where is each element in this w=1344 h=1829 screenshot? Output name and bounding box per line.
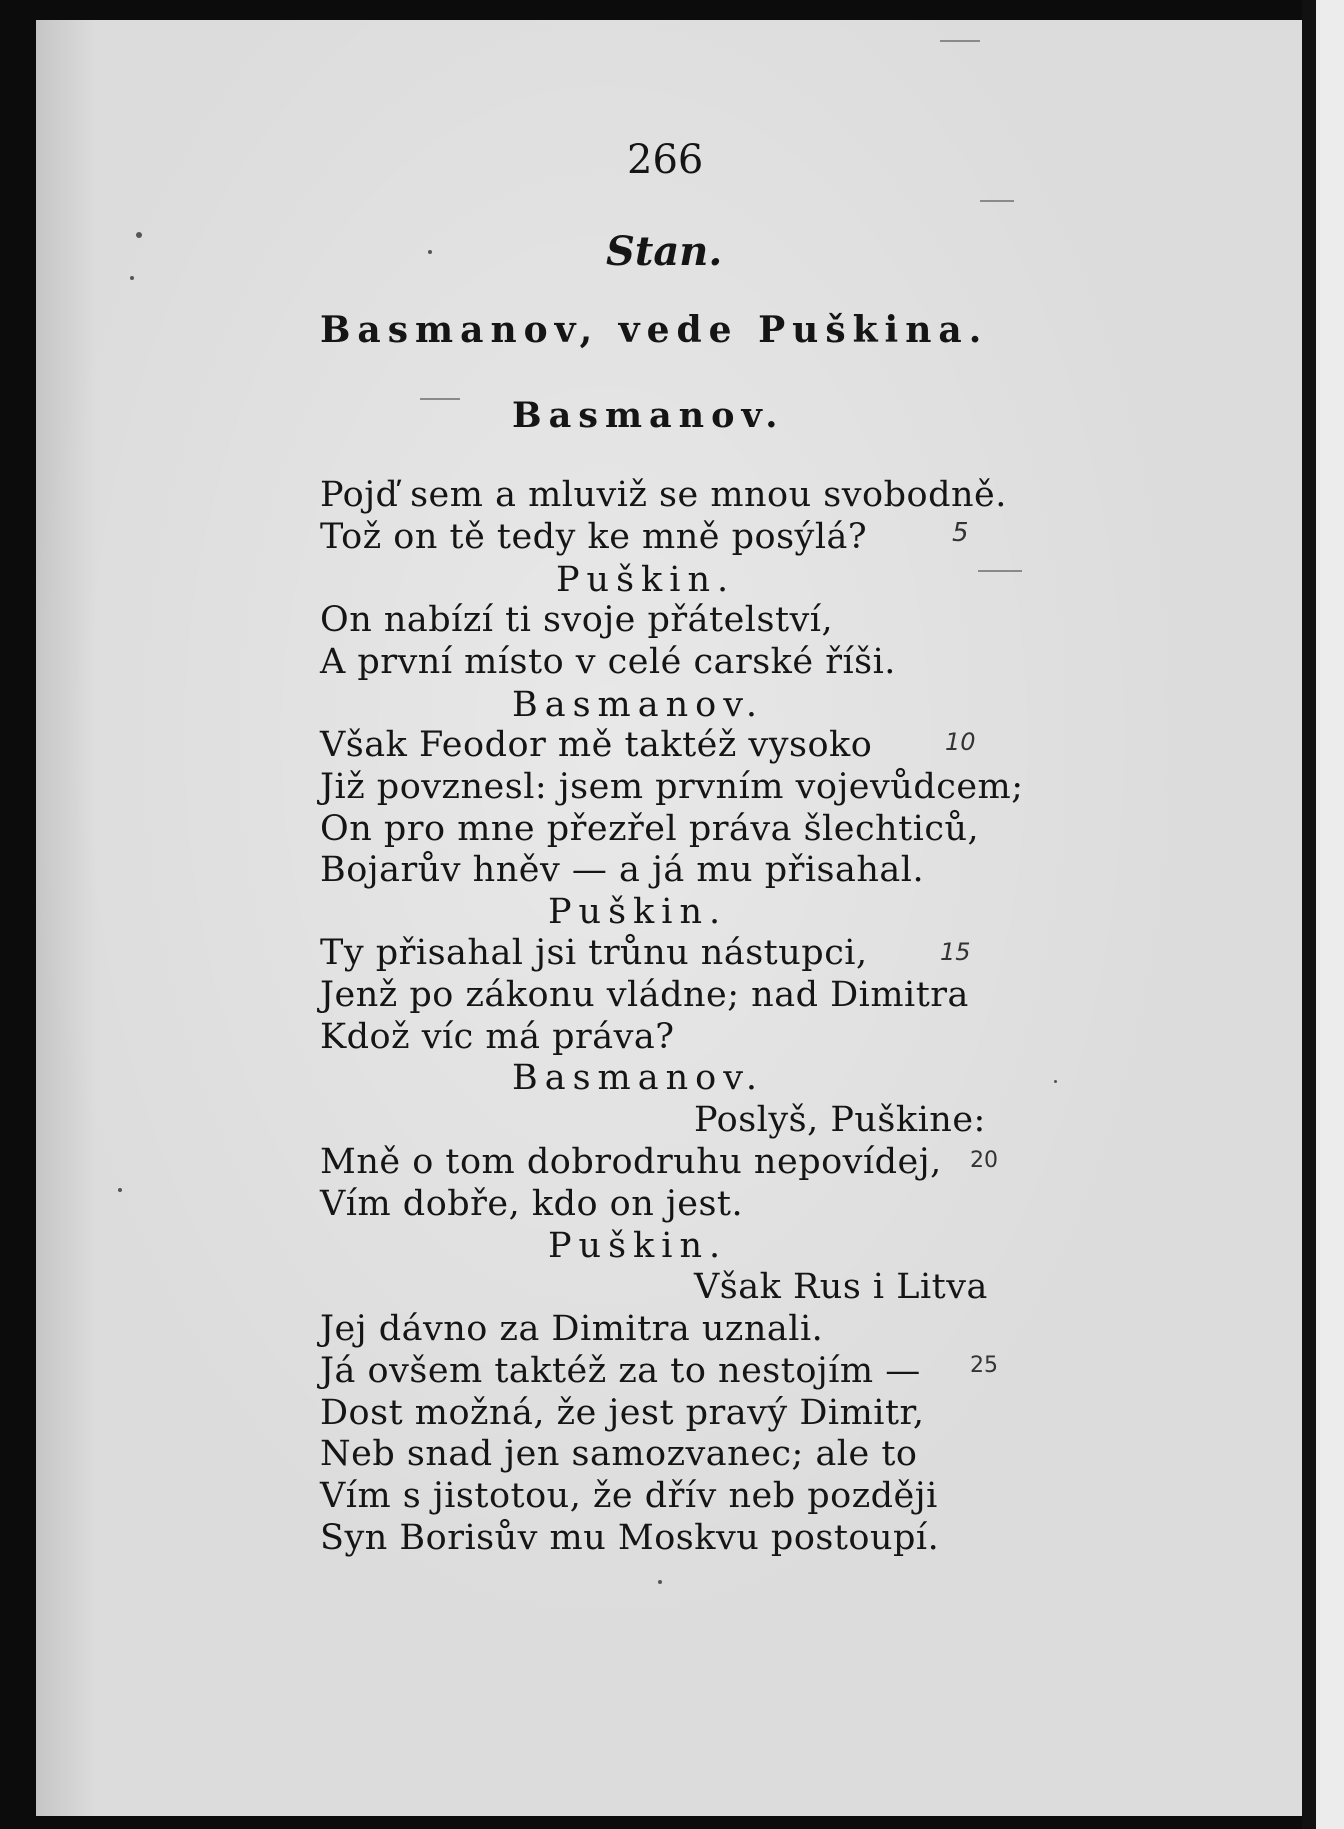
book-gutter-shadow: [1302, 0, 1316, 1829]
verse-line: Pojď sem a mluviž se mnou svobodně.: [320, 475, 1007, 515]
verse-line: Poslyš, Puškine:: [694, 1100, 986, 1140]
speaker-name: Basmanov.: [512, 685, 764, 725]
margin-line-count: 25: [970, 1353, 998, 1378]
scan-dash: [940, 40, 980, 42]
verse-line: Tož on tě tedy ke mně posýlá?: [320, 517, 868, 557]
verse-line: Neb snad jen samozvanec; ale to: [320, 1434, 918, 1474]
scan-dash: [420, 398, 460, 400]
scene-title: Stan.: [606, 228, 723, 275]
verse-line: On pro mne přezřel práva šlechticů,: [320, 809, 980, 849]
verse-line: On nabízí ti svoje přátelství,: [320, 600, 834, 640]
margin-line-count: 15: [940, 938, 971, 966]
speaker-name: Puškin.: [548, 1226, 728, 1266]
margin-line-count: 10: [945, 728, 976, 756]
margin-line-count: 5: [952, 518, 969, 548]
adjacent-page-edge: [1316, 0, 1344, 1829]
speaker-name: Basmanov.: [512, 1058, 764, 1098]
scan-speck: [136, 232, 142, 238]
stage-direction: Basmanov, vede Puškina.: [320, 309, 989, 351]
margin-line-count: 20: [970, 1148, 998, 1173]
scan-speck: [118, 1188, 122, 1192]
verse-line: A první místo v celé carské říši.: [320, 642, 896, 682]
verse-line: Syn Borisův mu Moskvu postoupí.: [320, 1518, 940, 1558]
verse-line: Bojarův hněv — a já mu přisahal.: [320, 850, 925, 890]
verse-line: Vím dobře, kdo on jest.: [320, 1184, 744, 1224]
verse-line: Jej dávno za Dimitra uznali.: [320, 1309, 824, 1349]
verse-line: Vím s jistotou, že dřív neb později: [320, 1476, 938, 1516]
verse-line: Kdož víc má práva?: [320, 1017, 675, 1057]
scan-dash: [978, 570, 1022, 572]
scan-speck: [1054, 1080, 1057, 1083]
speaker-name: Puškin.: [548, 892, 728, 932]
scan-speck: [130, 276, 134, 280]
verse-line: Však Rus i Litva: [694, 1267, 988, 1307]
speaker-name: Puškin.: [556, 560, 736, 600]
scan-speck: [428, 250, 432, 254]
verse-line: Jenž po zákonu vládne; nad Dimitra: [320, 975, 969, 1015]
verse-line: Já ovšem taktéž za to nestojím —: [320, 1351, 921, 1391]
verse-line: Mně o tom dobrodruhu nepovídej,: [320, 1142, 942, 1182]
scan-speck: [658, 1580, 662, 1584]
page-number: 266: [627, 137, 704, 183]
verse-line: Již povznesl: jsem prvním vojevůdcem;: [320, 767, 1024, 807]
verse-line: Dost možná, že jest pravý Dimitr,: [320, 1393, 925, 1433]
speaker-name: Basmanov.: [512, 395, 785, 436]
verse-line: Ty přisahal jsi trůnu nástupci,: [320, 933, 868, 973]
verse-line: Však Feodor mě taktéž vysoko: [320, 725, 873, 765]
scan-dash: [980, 200, 1014, 202]
